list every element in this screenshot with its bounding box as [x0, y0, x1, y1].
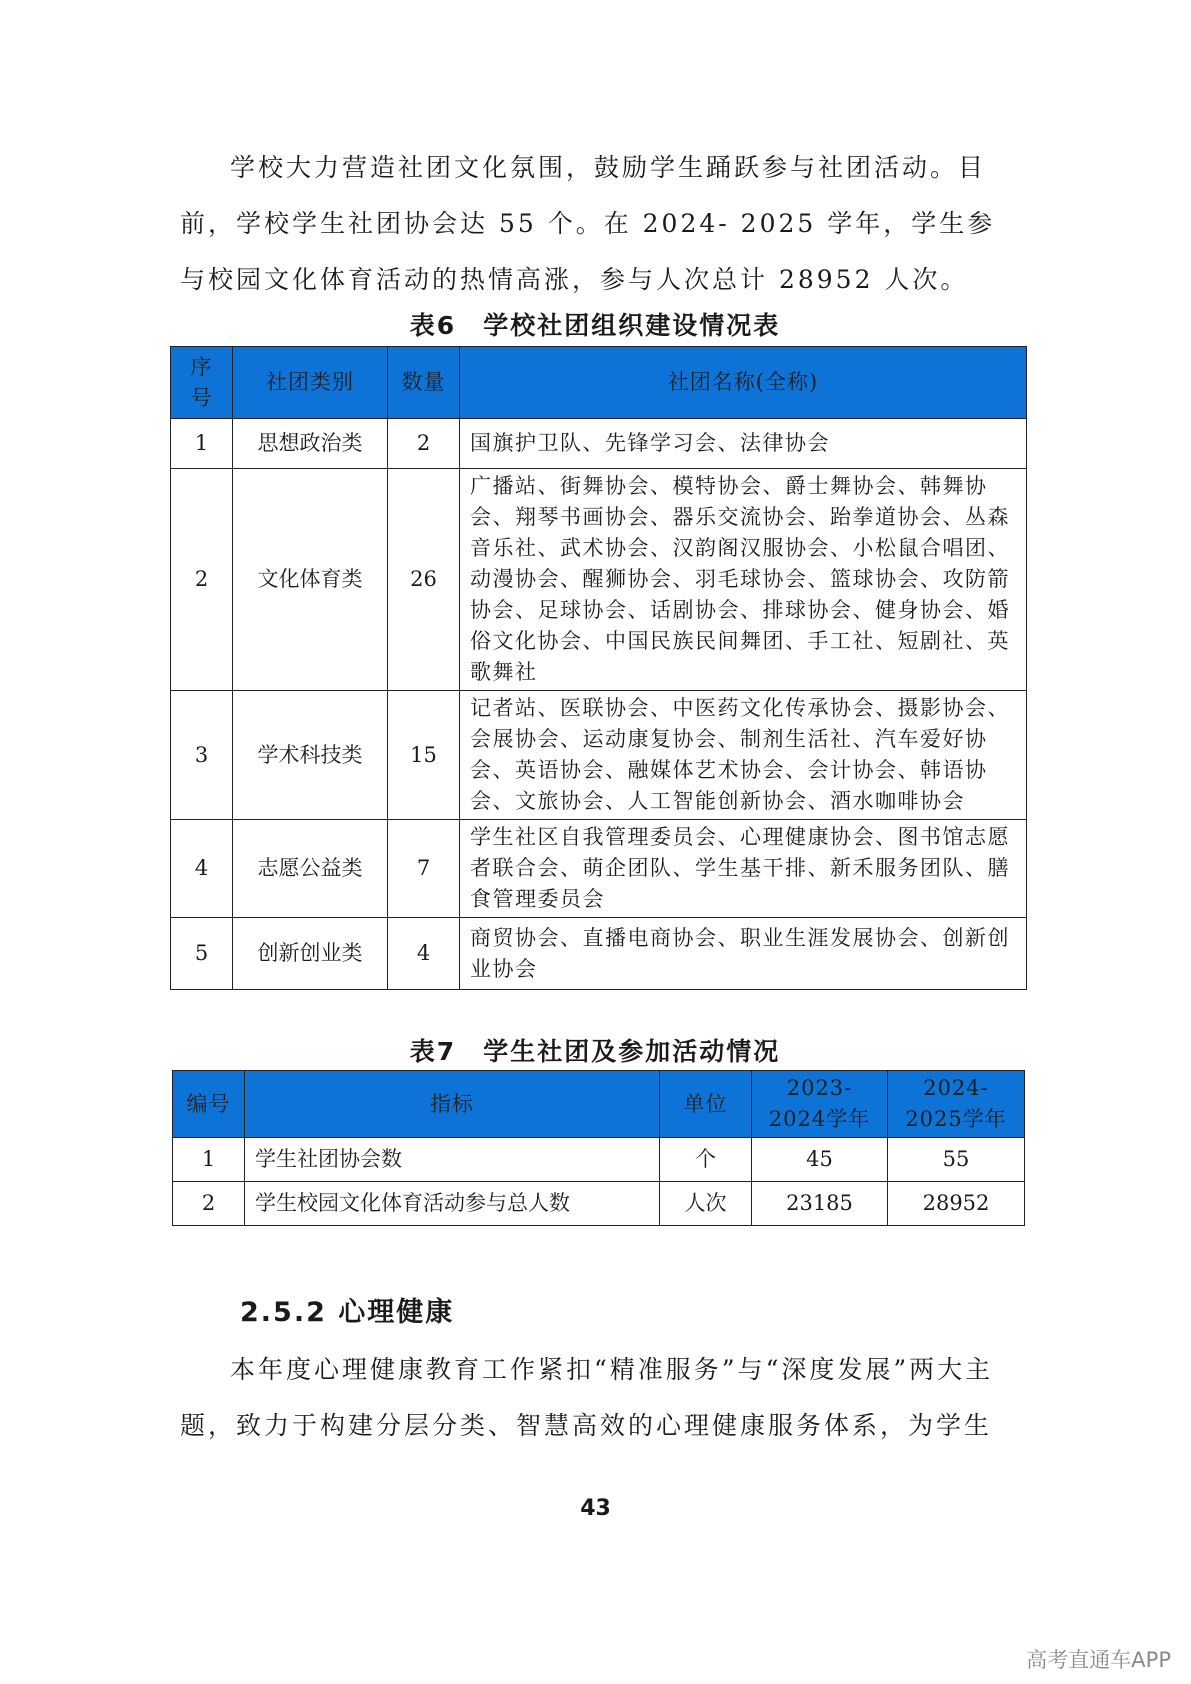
row-count: 26	[388, 469, 460, 691]
row-year-2023: 23185	[752, 1182, 888, 1226]
section-heading: 2.5.2 心理健康	[240, 1297, 455, 1328]
row-indicator: 学生校园文化体育活动参与总人数	[245, 1182, 660, 1226]
header-count: 数量	[388, 347, 460, 419]
page-number: 43	[580, 1496, 611, 1521]
row-year-2024: 28952	[888, 1182, 1025, 1226]
row-names: 广播站、街舞协会、模特协会、爵士舞协会、韩舞协会、翔琴书画协会、器乐交流协会、跆拳道协会、丛森音乐社、武术协会、汉韵阁汉服协会、小松鼠合唱团、动漫协会、醒狮协会、羽毛球协会、篮球协会、攻防箭协会、足球协会、话剧协会、排球协会、健身协会、婚俗文化协会、中国民族民间舞团、手工社、短剧社、英歌舞社	[460, 469, 1027, 691]
row-year-2024: 55	[888, 1138, 1025, 1182]
row-count: 2	[388, 419, 460, 469]
row-no: 4	[171, 820, 233, 918]
table6-header-row	[171, 347, 1027, 419]
row-no: 1	[171, 419, 233, 469]
row-unit: 个	[660, 1138, 752, 1182]
table6-caption: 表6 学校社团组织建设情况表	[409, 311, 781, 340]
header-year-2024: 2024-2025学年	[888, 1071, 1025, 1138]
header-indicator: 指标	[245, 1071, 660, 1138]
row-year-2023: 45	[752, 1138, 888, 1182]
row-no: 5	[171, 918, 233, 990]
row-no: 1	[173, 1138, 245, 1182]
header-unit: 单位	[660, 1071, 752, 1138]
row-count: 15	[388, 691, 460, 820]
row-names: 学生社区自我管理委员会、心理健康协会、图书馆志愿者联合会、萌企团队、学生基干排、新禾服务团队、膳食管理委员会	[460, 820, 1027, 918]
table-row	[173, 1182, 1025, 1226]
section-text: 本年度心理健康教育工作紧扣“精准服务”与“深度发展”两大主题，致力于构建分层分类、智慧高效的心理健康服务体系，为学生	[180, 1355, 994, 1440]
header-category: 社团类别	[233, 347, 388, 419]
row-category: 学术科技类	[233, 691, 388, 820]
table7-header-row	[173, 1071, 1025, 1138]
header-no: 编号	[173, 1071, 245, 1138]
row-category: 思想政治类	[233, 419, 388, 469]
row-category: 志愿公益类	[233, 820, 388, 918]
header-no: 序号	[171, 347, 233, 419]
header-names: 社团名称(全称)	[460, 347, 1027, 419]
watermark: 高考直通车APP	[1026, 1648, 1171, 1672]
section-paragraph	[180, 1342, 1015, 1454]
row-no: 2	[171, 469, 233, 691]
table-row	[171, 918, 1027, 990]
row-names: 国旗护卫队、先锋学习会、法律协会	[460, 419, 1027, 469]
table7-caption: 表7 学生社团及参加活动情况	[409, 1037, 781, 1066]
header-year-2023: 2023-2024学年	[752, 1071, 888, 1138]
row-category: 创新创业类	[233, 918, 388, 990]
table-row	[171, 820, 1027, 918]
table6	[170, 346, 1027, 990]
row-unit: 人次	[660, 1182, 752, 1226]
table-row	[171, 691, 1027, 820]
row-category: 文化体育类	[233, 469, 388, 691]
row-names: 记者站、医联协会、中医药文化传承协会、摄影协会、会展协会、运动康复协会、制剂生活社、汽车爱好协会、英语协会、融媒体艺术协会、会计协会、韩语协会、文旅协会、人工智能创新协会、酒水咖啡协会	[460, 691, 1027, 820]
table7	[172, 1070, 1025, 1226]
row-no: 2	[173, 1182, 245, 1226]
intro-paragraph	[180, 140, 1015, 308]
row-count: 7	[388, 820, 460, 918]
row-count: 4	[388, 918, 460, 990]
table-row	[173, 1138, 1025, 1182]
intro-text: 学校大力营造社团文化氛围，鼓励学生踊跃参与社团活动。目前，学校学生社团协会达 55 个。在 2024- 2025 学年，学生参与校园文化体育活动的热情高涨，参与人次总计 28952 人次。	[180, 153, 996, 294]
row-no: 3	[171, 691, 233, 820]
row-indicator: 学生社团协会数	[245, 1138, 660, 1182]
table-row	[171, 469, 1027, 691]
row-names: 商贸协会、直播电商协会、职业生涯发展协会、创新创业协会	[460, 918, 1027, 990]
table-row	[171, 419, 1027, 469]
